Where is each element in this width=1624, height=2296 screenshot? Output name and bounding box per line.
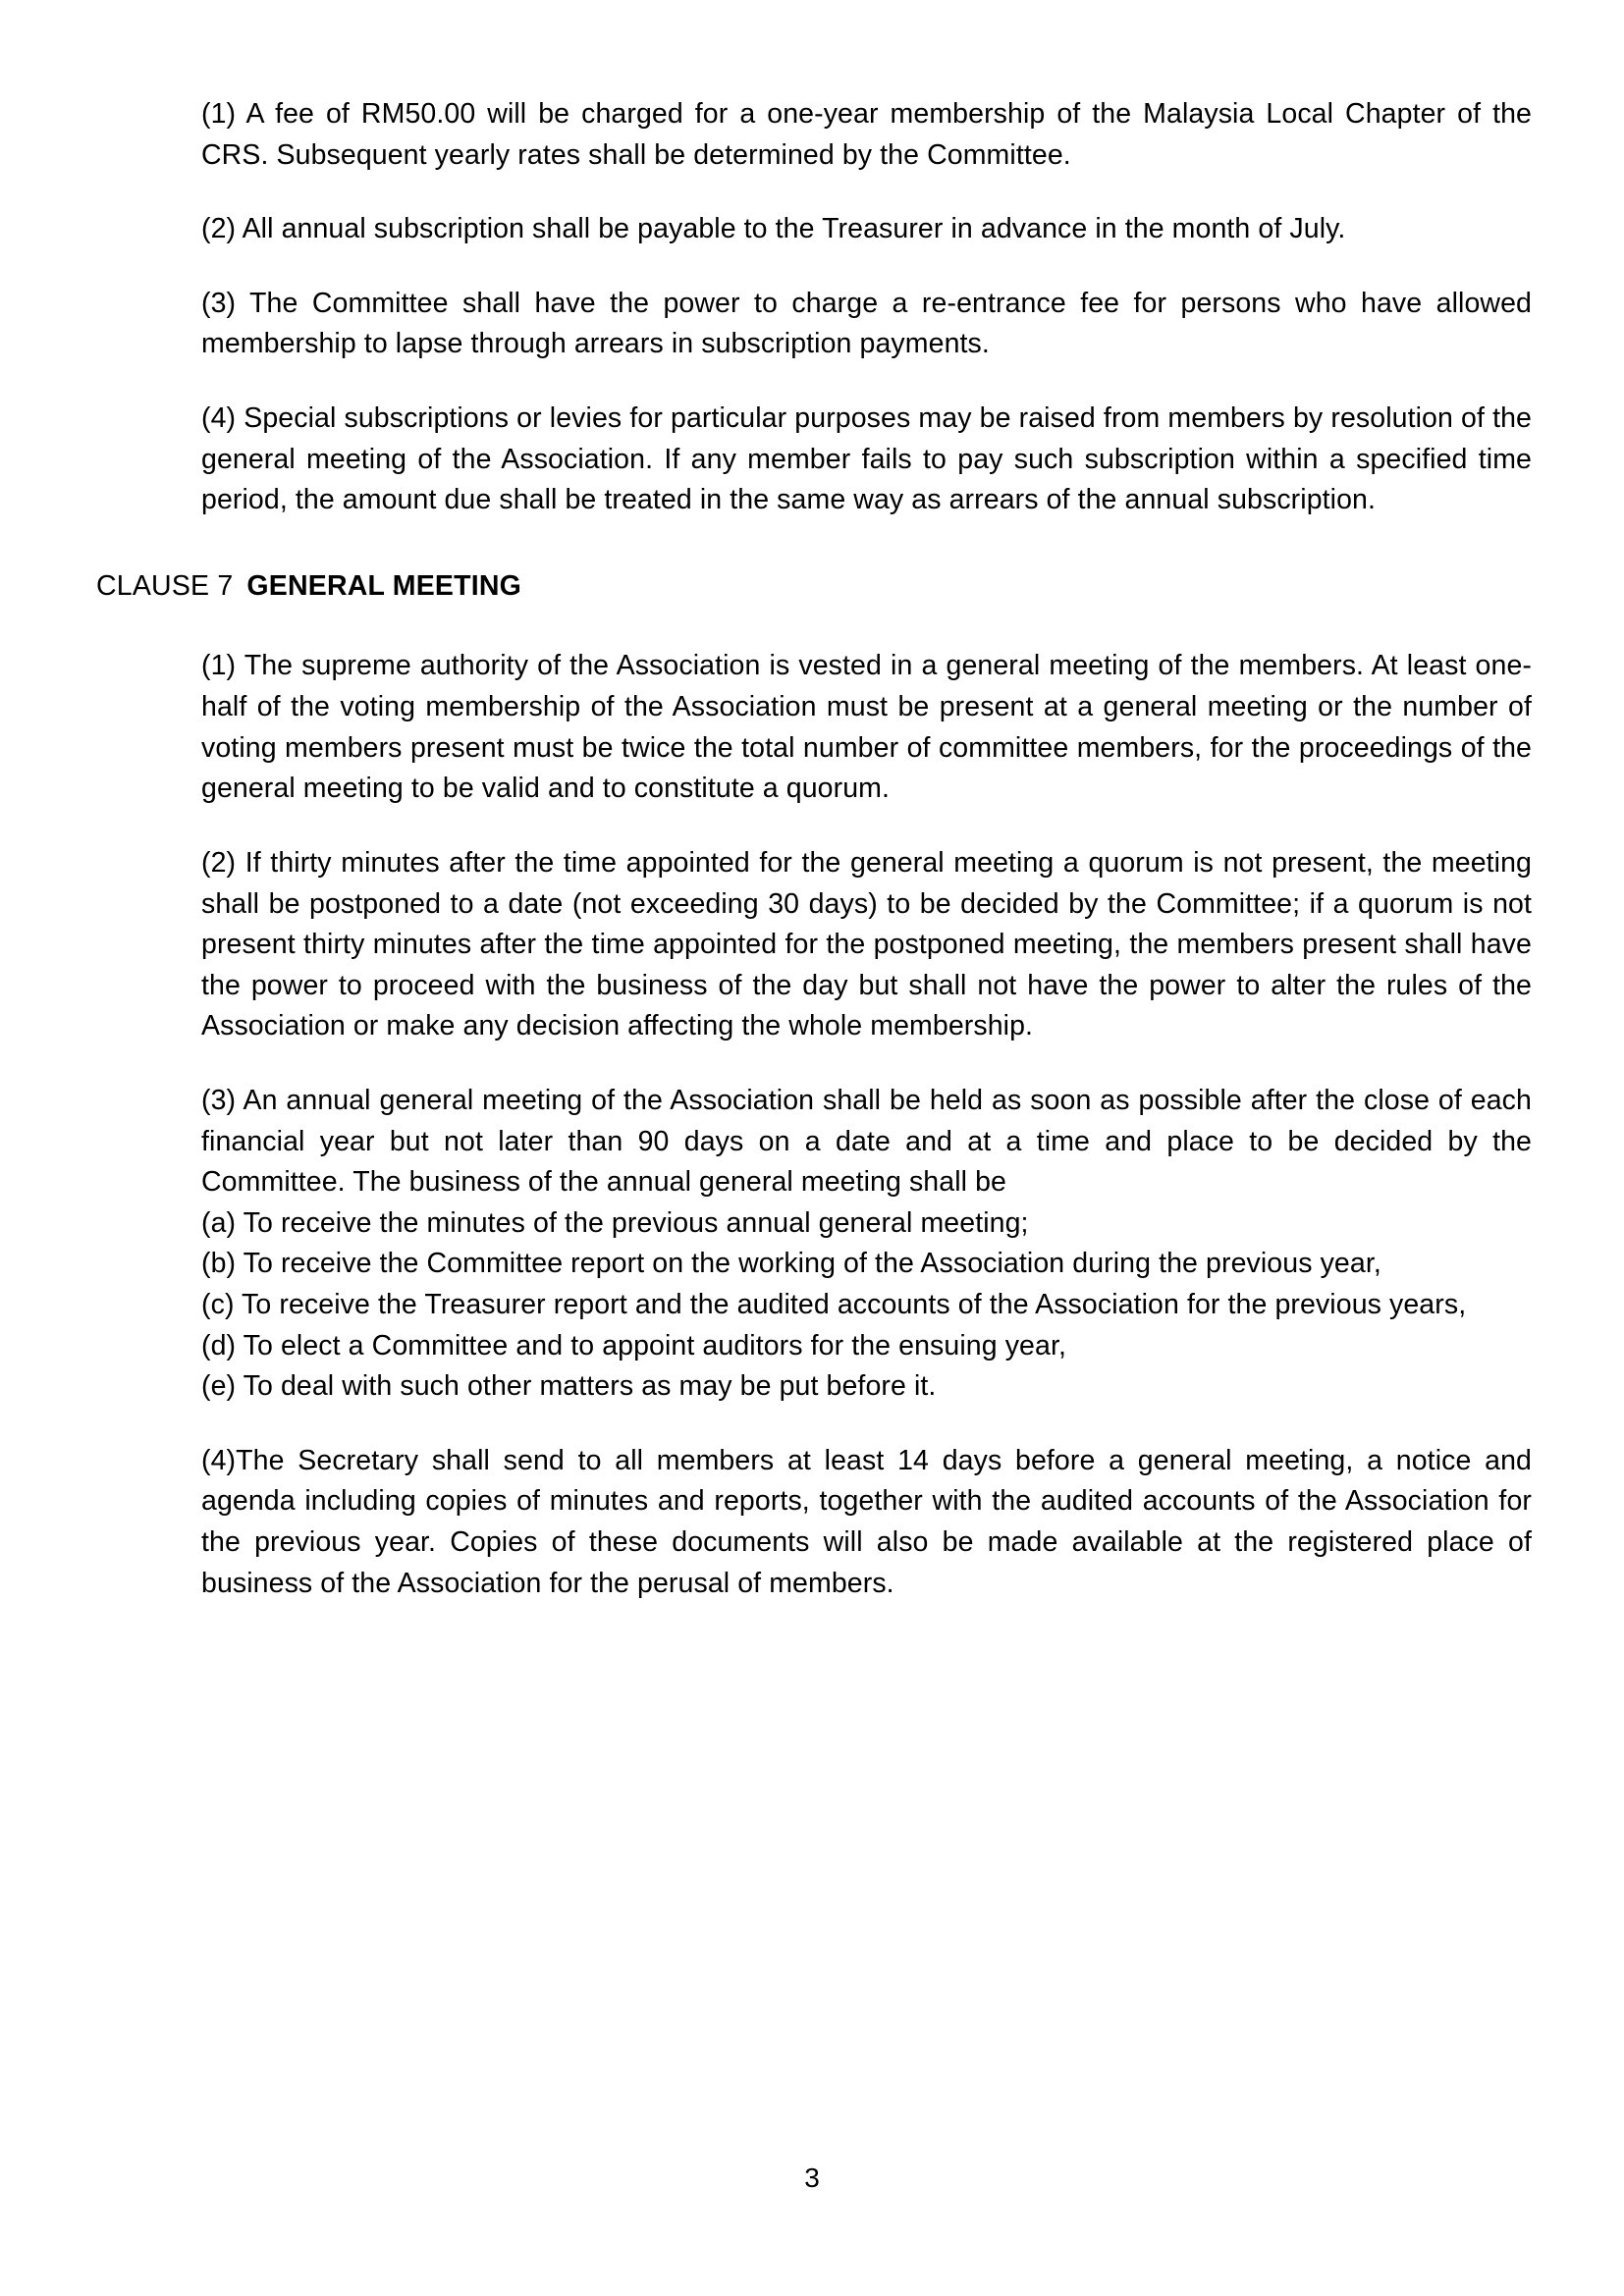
page-number: 3	[804, 2163, 820, 2193]
heading-spacer-bottom	[96, 607, 1532, 646]
subscription-paragraphs	[201, 94, 1532, 521]
paragraph-clause7-3-intro: (3) An annual general meeting of the Association shall be held as soon as possible after the close of each financial year but not later than 90 days on a date and at a time and place to be decided by the Committee. The business of the annual general meeting shall be	[201, 1084, 1532, 1199]
clause7-3-item-c: (c) To receive the Treasurer report and the audited accounts of the Association for the previous years,	[201, 1289, 1467, 1321]
clause7-3-item-a: (a) To receive the minutes of the previous annual general meeting;	[201, 1206, 1029, 1239]
paragraph-clause7-2: (2) If thirty minutes after the time appointed for the general meeting a quorum is not present, the meeting shall be postponed to a date (not exceeding 30 days) to be decided by the Committee; if a quorum is not present thirty minutes after the time appointed for the postponed meeting, the members present shall have the power to proceed with the business of the day but shall not have the power to alter the rules of the Association or make any decision affecting the whole membership.	[201, 846, 1532, 1042]
paragraph-subscription-2: (2) All annual subscription shall be payable to the Treasurer in advance in the month of July.	[201, 213, 1346, 245]
paragraph-clause7-4: (4)The Secretary shall send to all members at least 14 days before a general meeting, a notice and agenda including copies of minutes and reports, together with the audited accounts of the Association for the previous year. Copies of these documents will also be made available at the registered place of business of the Association for the perusal of members.	[201, 1444, 1532, 1599]
paragraph-subscription-3: (3) The Committee shall have the power to charge a re-entrance fee for persons who have allowed membership to lapse through arrears in subscription payments.	[201, 287, 1532, 360]
clause-number-label: CLAUSE 7	[96, 569, 234, 602]
clause-7-heading	[96, 566, 1532, 608]
paragraph-subscription-4: (4) Special subscriptions or levies for particular purposes may be raised from members by resolution of the general meeting of the Association. If any member fails to pay such subscription within a specified time period, the amount due shall be treated in the same way as arrears of the annual subscription.	[201, 402, 1532, 516]
paragraph-clause7-1: (1) The supreme authority of the Association is vested in a general meeting of the members. At least one-half of the voting membership of the Association must be present at a general meeting or the number of voting members present must be twice the total number of committee members, for the proceedings of the general meeting to be valid and to constitute a quorum.	[201, 650, 1532, 805]
clause7-3-item-e: (e) To deal with such other matters as may be put before it.	[201, 1370, 937, 1403]
heading-spacer-top	[96, 521, 1532, 566]
paragraph-subscription-1: (1) A fee of RM50.00 will be charged for a one-year membership of the Malaysia Local Chapter of the CRS. Subsequent yearly rates shall be determined by the Committee.	[201, 98, 1532, 171]
page-content	[96, 94, 1532, 1604]
clause7-3-item-b: (b) To receive the Committee report on the working of the Association during the previous year,	[201, 1248, 1381, 1280]
clause-title-label: GENERAL MEETING	[246, 569, 522, 602]
clause7-3-item-d: (d) To elect a Committee and to appoint auditors for the ensuing year,	[201, 1329, 1066, 1362]
clause-7-paragraphs	[201, 646, 1532, 1604]
